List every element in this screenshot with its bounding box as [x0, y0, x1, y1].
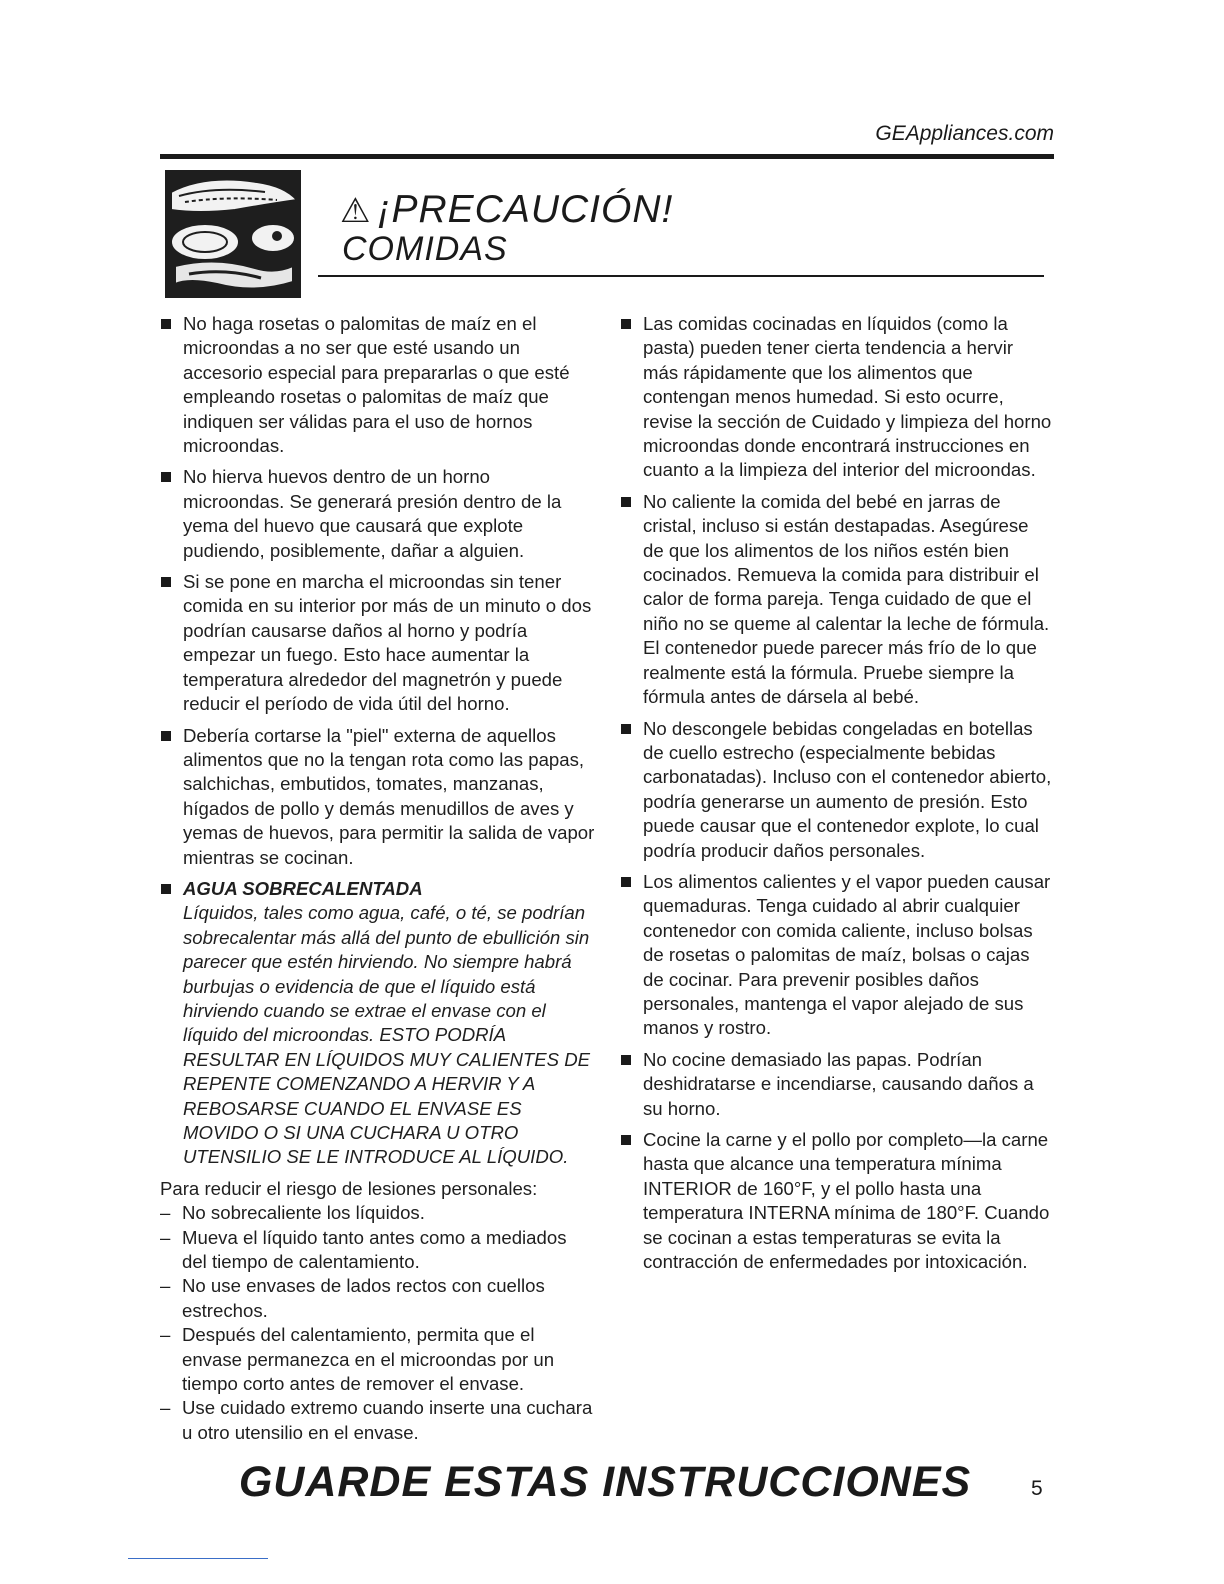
title-rule: [318, 275, 1044, 277]
list-item: No hierva huevos dentro de un horno microondas. Se generará presión dentro de la yema del huevo que causará que explote pudiendo, posiblemente, dañar a alguien.: [160, 465, 595, 563]
page-number: 5: [1031, 1477, 1043, 1500]
list-item: Los alimentos calientes y el vapor pueden causar quemaduras. Tenga cuidado al abrir cualquier contenedor con comida caliente, incluso bolsas de rosetas o palomitas de maíz, bolsas o cajas de cocinar. Para prevenir posibles daños personales, mantenga el vapor alejado de sus manos y rostro.: [620, 870, 1052, 1041]
page-title: [340, 188, 673, 232]
header-rule: [160, 154, 1054, 159]
list-item: No caliente la comida del bebé en jarras de cristal, incluso si están destapadas. Asegúrese de que los alimentos de los niños estén bien cocinados. Remueva la comida para distribuir el calor de forma pareja. Tenga cuidado de que el niño no se queme al calentar la leche de fórmula. El contenedor puede parecer más frío de lo que realmente está la fórmula. Pruebe siempre la fórmula antes de dársela al bebé.: [620, 490, 1052, 710]
list-item: – Después del calentamiento, permita que el envase permanezca en el microondas por un tiempo corto antes de remover el envase.: [160, 1323, 595, 1396]
overheated-water-heading: AGUA SOBRECALENTADA: [183, 877, 423, 899]
overheated-water-warning: [160, 877, 595, 1170]
list-item: – No use envases de lados rectos con cuellos estrechos.: [160, 1274, 595, 1323]
left-bullet-list: [160, 312, 595, 1170]
food-illustration: [165, 170, 301, 298]
list-item: – Use cuidado extremo cuando inserte una cuchara u otro utensilio en el envase.: [160, 1396, 595, 1445]
list-item: No haga rosetas o palomitas de maíz en el microondas a no ser que esté usando un accesorio especial para prepararlas o que esté empleando rosetas o palomitas de maíz que indiquen ser válidas para el uso de hornos microondas.: [160, 312, 595, 458]
right-bullet-list: [620, 312, 1052, 1274]
list-item: Si se pone en marcha el microondas sin tener comida en su interior por más de un minuto o dos podrían causarse daños al horno y podría empezar un fuego. Esto hace aumentar la temperatura alrededor del magnetrón y puede reducir el período de vida útil del horno.: [160, 570, 595, 716]
page-subtitle: COMIDAS: [342, 230, 508, 268]
left-column: [160, 312, 595, 1445]
list-item: Las comidas cocinadas en líquidos (como la pasta) pueden tener cierta tendencia a hervir más rápidamente que los alimentos que contengan menos humedad. Si esto ocurre, revise la sección de Cuidado y limpieza del horno microondas donde encontrará instrucciones en cuanto a la limpieza del interior del microondas.: [620, 312, 1052, 483]
reduce-risk-list: [160, 1201, 595, 1445]
list-item: No cocine demasiado las papas. Podrían deshidratarse e incendiarse, causando daños a su horno.: [620, 1048, 1052, 1121]
right-column: [620, 312, 1052, 1281]
warning-triangle-icon: ⚠: [340, 192, 372, 230]
bottom-divider: [128, 1558, 268, 1559]
title-text: ¡PRECAUCIÓN!: [377, 188, 674, 231]
reduce-risk-intro: Para reducir el riesgo de lesiones personales:: [160, 1177, 538, 1199]
list-item: Cocine la carne y el pollo por completo—la carne hasta que alcance una temperatura mínima INTERIOR de 160°F, y el pollo hasta una temperatura INTERNA mínima de 180°F. Cuando se cocinan a estas temperaturas se evita la contracción de enfermedades por intoxicación.: [620, 1128, 1052, 1274]
site-url: GEAppliances.com: [875, 122, 1054, 145]
list-item: – No sobrecaliente los líquidos.: [160, 1201, 595, 1225]
list-item: Debería cortarse la "piel" externa de aquellos alimentos que no la tengan rota como las papas, salchichas, embutidos, tomates, manzanas, hígados de pollo y demás menudillos de aves y yemas de huevos, para permitir la salida de vapor mientras se cocinan.: [160, 724, 595, 870]
footer-title: GUARDE ESTAS INSTRUCCIONES: [238, 1458, 972, 1506]
list-item: No descongele bebidas congeladas en botellas de cuello estrecho (especialmente bebidas carbonatadas). Incluso con el contenedor abierto, podría generarse un aumento de presión. Esto puede causar que el contenedor explote, lo cual podría producir daños personales.: [620, 717, 1052, 863]
list-item: – Mueva el líquido tanto antes como a mediados del tiempo de calentamiento.: [160, 1226, 595, 1275]
overheated-water-text: Líquidos, tales como agua, café, o té, se podrían sobrecalentar más allá del punto de ebullición sin parecer que estén hirviendo. No siempre habrá burbujas o evidencia de que el líquido está hirviendo cuando se extrae el envase con el líquido del microondas. ESTO PODRÍA RESULTAR EN LÍQUIDOS MUY CALIENTES DE REPENTE COMENZANDO A HERVIR Y A REBOSARSE CUANDO EL ENVASE ES MOVIDO O SI UNA CUCHARA U OTRO UTENSILIO SE LE INTRODUCE AL LÍQUIDO.: [183, 902, 591, 1168]
